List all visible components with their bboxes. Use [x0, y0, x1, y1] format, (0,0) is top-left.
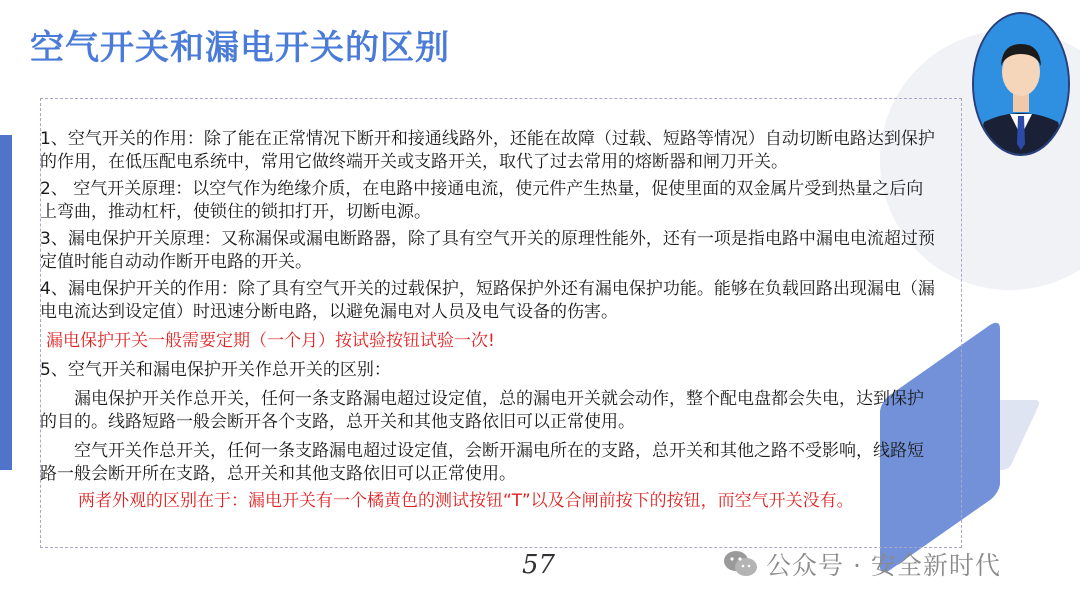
watermark-text: 公众号 · 安全新时代 [766, 551, 1001, 580]
paragraph-5b: 空气开关作总开关，任何一条支路漏电超过设定值，会断开漏电所在的支路，总开关和其他之路不受影响，线路短路一般会断开所在支路，总开关和其他支路依旧可以正常使用。 [40, 441, 924, 484]
presenter-photo [972, 12, 1070, 156]
paragraph-3: 3、漏电保护开关原理：又称漏保或漏电断路器，除了具有空气开关的原理性能外，还有一项是指电路中漏电电流超过预定值时能自动动作断开电路的开关。 [40, 229, 935, 272]
page-number: 57 [522, 550, 556, 580]
paragraph-4: 4、漏电保护开关的作用：除了具有空气开关的过载保护，短路保护外还有漏电保护功能。能够在负载回路出现漏电（漏电电流达到设定值）时迅速分断电路，以避免漏电对人员及电气设备的伤害。 [40, 279, 935, 322]
slide-title: 空气开关和漏电开关的区别 [30, 28, 450, 68]
paragraph-5: 5、空气开关和漏电保护开关作总开关的区别： [40, 360, 391, 380]
paragraph-5a: 漏电保护开关作总开关，任何一条支路漏电超过设定值，总的漏电开关就会动作，整个配电盘都会失电，达到保护的目的。线路短路一般会断开各个支路，总开关和其他支路依旧可以正常使用。 [40, 389, 924, 432]
red-conclusion: 两者外观的区别在于：漏电开关有一个橘黄色的测试按钮“T”以及合闸前按下的按钮，而空气开关没有。 [78, 491, 854, 511]
paragraph-2: 2、 空气开关原理：以空气作为绝缘介质，在电路中接通电流，使元件产生热量，促使里面的双金属片受到热量之后向上弯曲，推动杠杆，使锁住的锁扣打开，切断电源。 [40, 179, 924, 222]
left-accent-bar [0, 135, 12, 470]
content-text [40, 128, 940, 517]
wechat-icon [722, 549, 758, 579]
presenter-avatar-illustration [974, 14, 1068, 154]
red-note: 漏电保护开关一般需要定期（一个月）按试验按钮试验一次! [46, 331, 495, 351]
watermark [722, 544, 1001, 584]
paragraph-1: 1、空气开关的作用：除了能在正常情况下断开和接通线路外，还能在故障（过载、短路等情况）自动切断电路达到保护的作用，在低压配电系统中，常用它做终端开关或支路开关，取代了过去常用的熔断器和闸刀开关。 [40, 129, 935, 172]
